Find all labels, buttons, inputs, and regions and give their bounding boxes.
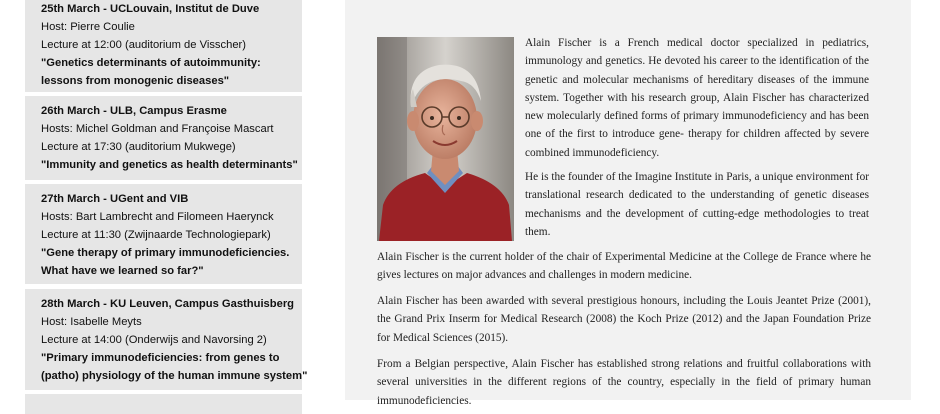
event-date: 28th March - KU Leuven, Campus Gasthuisberg bbox=[41, 298, 295, 310]
bio-text-line: immunodeficiencies. bbox=[377, 394, 472, 407]
event-date: 26th March - ULB, Campus Erasme bbox=[41, 105, 227, 117]
honours-paragraph bbox=[377, 292, 871, 347]
lecture-schedule bbox=[25, 0, 308, 400]
intro-paragraph bbox=[525, 34, 869, 162]
bio-text-line: Alain Fischer is the current holder of the chair of Experimental Medicine at the College de France where bbox=[377, 251, 858, 263]
event-card-ugent bbox=[25, 184, 302, 284]
bio-text-line: immune system. Together with his research group, Alain Fischer has bbox=[525, 73, 869, 104]
bio-text-line: diseases mechanisms and the development of cutting-edge bbox=[525, 189, 869, 220]
event-lecture-time: Lecture at 12:00 (auditorium de Visscher) bbox=[41, 39, 247, 51]
bio-text-line: Alain Fischer is a French medical doctor specialized in pediatrics, bbox=[525, 37, 869, 49]
bio-text-line: methodologies to treat them. bbox=[525, 207, 869, 238]
bio-text-line: Foundation Prize for Medical Sciences (2015). bbox=[377, 313, 871, 344]
event-host: Hosts: Michel Goldman and Françoise Mascart bbox=[41, 123, 274, 135]
event-lecture-time: Lecture at 14:00 (Onderwijs and Navorsing 2) bbox=[41, 334, 267, 346]
chair-paragraph bbox=[377, 248, 871, 285]
bio-text-line: Alain Fischer has been awarded with several prestigious honours, including the Louis Jeantet Prize bbox=[377, 295, 835, 307]
event-lecture-time: Lecture at 17:30 (auditorium Mukwege) bbox=[41, 141, 236, 153]
event-host: Host: Isabelle Meyts bbox=[41, 316, 142, 328]
event-date: 25th March - UCLouvain, Institut de Duve bbox=[41, 3, 260, 15]
event-title-line: What have we learned so far?" bbox=[41, 265, 204, 277]
event-title-line: "Gene therapy of primary immunodeficiencies. bbox=[41, 247, 290, 259]
bio-text-line: for translational research dedicated to the understanding of genetic bbox=[525, 171, 870, 202]
bio-text-line: immunodeficiency and has been one of the first to introduce gene- bbox=[525, 110, 870, 141]
bio-text-line: with several universities in the different regions of the country, especially in the field of primary human bbox=[377, 358, 871, 389]
event-date: 27th March - UGent and VIB bbox=[41, 193, 189, 205]
biography-panel bbox=[345, 0, 911, 407]
bio-text-line: he gives lectures on major advances and challenges in modern medicine. bbox=[377, 251, 871, 282]
event-title-line: (patho) physiology of the human immune system" bbox=[41, 370, 308, 382]
event-lecture-time: Lecture at 11:30 (Zwijnaarde Technologiepark) bbox=[41, 229, 271, 241]
bio-text-line: therapy for children affected by severe combined immunodeficiency. bbox=[525, 128, 869, 159]
event-host: Host: Pierre Coulie bbox=[41, 21, 135, 33]
portrait-photo bbox=[377, 37, 514, 241]
event-title-line: "Primary immunodeficiencies: from genes to bbox=[41, 352, 280, 364]
event-title-line: "Immunity and genetics as health determinants" bbox=[41, 159, 298, 171]
bio-text-line: (2001), the Grand Prix Inserm for Medical Research (2008) the Koch Prize (2012) and the Japan bbox=[377, 295, 872, 326]
event-card-kuleuven bbox=[25, 289, 308, 390]
event-card-ulb bbox=[25, 96, 302, 180]
event-title-line: "Genetics determinants of autoimmunity: bbox=[41, 57, 261, 69]
belgian-paragraph bbox=[377, 355, 871, 410]
bio-text-line: immunology and genetics. He devoted his career to the identification of bbox=[525, 55, 853, 68]
event-host: Hosts: Bart Lambrecht and Filomeen Haerynck bbox=[41, 211, 274, 223]
founder-paragraph bbox=[525, 168, 869, 241]
event-card-ucl bbox=[25, 0, 302, 92]
event-card-next bbox=[25, 394, 302, 414]
bio-text-line: the genetic and molecular mechanisms of hereditary diseases of the bbox=[525, 55, 869, 86]
bio-text-line: From a Belgian perspective, Alain Fischer has established strong relations and fruitful collaborations bbox=[377, 358, 847, 370]
event-title-line: lessons from monogenic diseases" bbox=[41, 75, 230, 87]
bio-text-line: He is the founder of the Imagine Institute in Paris, a unique environment bbox=[525, 171, 853, 183]
bio-text-line: characterized new molecularly defined forms of primary bbox=[525, 91, 869, 123]
